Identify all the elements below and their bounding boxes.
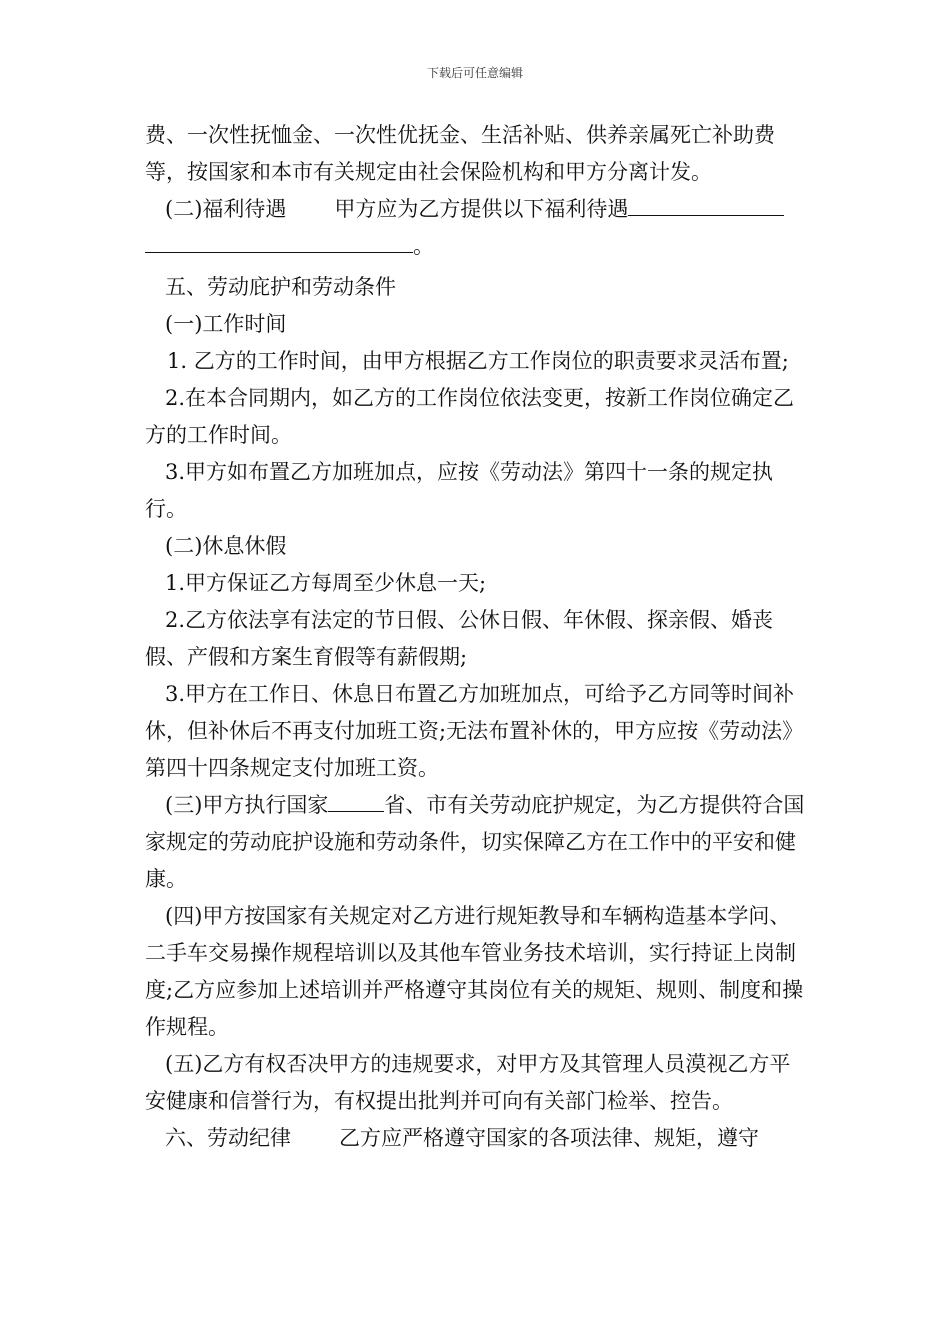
- section-5-5: (五)乙方有权否决甲方的违规要求，对甲方及其管理人员漠视乙方平安健康和信誉行为，有权提出批判并可向有关部门检举、控告。: [145, 1052, 791, 1113]
- section-6-title: 六、劳动纪律: [165, 1126, 291, 1150]
- section-5-3: [145, 787, 810, 898]
- section-5-2-item-2: 2.乙方依法享有法定的节日假、公休日假、年休假、探亲假、婚丧假、产假和方案生育假等有薪假期;: [145, 608, 774, 669]
- welfare-period: 。: [413, 234, 434, 258]
- section-5-2-item-3: 3.甲方在工作日、休息日布置乙方加班加点，可给予乙方同等时间补休，但补休后不再支付加班工资;无法布置补休的，甲方应按《劳动法》第四十四条规定支付加班工资。: [145, 682, 804, 780]
- section-5-4: (四)甲方按国家有关规定对乙方进行规矩教导和车辆构造基本学问、二手车交易操作规程培训以及其他车管业务技术培训，实行持证上岗制度;乙方应参加上述培训并严格遵守其岗位有关的规矩、规则、制度和操作规程。: [145, 904, 804, 1039]
- section-5-2-item-1: 1.甲方保证乙方每周至少休息一天;: [165, 571, 487, 595]
- fill-in-blank: [145, 230, 413, 253]
- page-header: 下载后可任意编辑: [426, 66, 523, 80]
- section-5-title: 五、劳动庇护和劳动条件: [165, 275, 396, 299]
- paragraph-compensation: 费、一次性抚恤金、一次性优抚金、生活补贴、供养亲属死亡补助费等，按国家和本市有关规定由社会保险机构和甲方分离计发。: [145, 123, 775, 184]
- section-5-1-heading: (一)工作时间: [165, 312, 287, 336]
- section-6: [145, 1120, 810, 1157]
- section-5-3-start: (三)甲方执行国家: [165, 793, 329, 817]
- section-5-2-heading: (二)休息休假: [165, 534, 287, 558]
- welfare-text: 甲方应为乙方提供以下福利待遇: [334, 197, 629, 221]
- section-5-3-rest: 省、市有关劳动庇护规定，为乙方提供符合国家规定的劳动庇护设施和劳动条件，切实保障乙方在工作中的平安和健康。: [145, 793, 805, 891]
- paragraph-welfare: [145, 191, 810, 265]
- section-5-1-item-3: 3.甲方如布置乙方加班加点，应按《劳动法》第四十一条的规定执行。: [145, 460, 774, 521]
- fill-in-blank: [628, 193, 784, 216]
- section-5-1-item-2: 2.在本合同期内，如乙方的工作岗位依法变更，按新工作岗位确定乙方的工作时间。: [145, 386, 795, 447]
- section-5-1-item-1: 1. 乙方的工作时间，由甲方根据乙方工作岗位的职责要求灵活布置;: [167, 349, 789, 373]
- fill-in-blank: [328, 789, 384, 812]
- section-6-text: 乙方应严格遵守国家的各项法律、规矩，遵守: [339, 1126, 759, 1150]
- document-body: [145, 117, 810, 1157]
- welfare-heading: (二)福利待遇: [165, 197, 287, 221]
